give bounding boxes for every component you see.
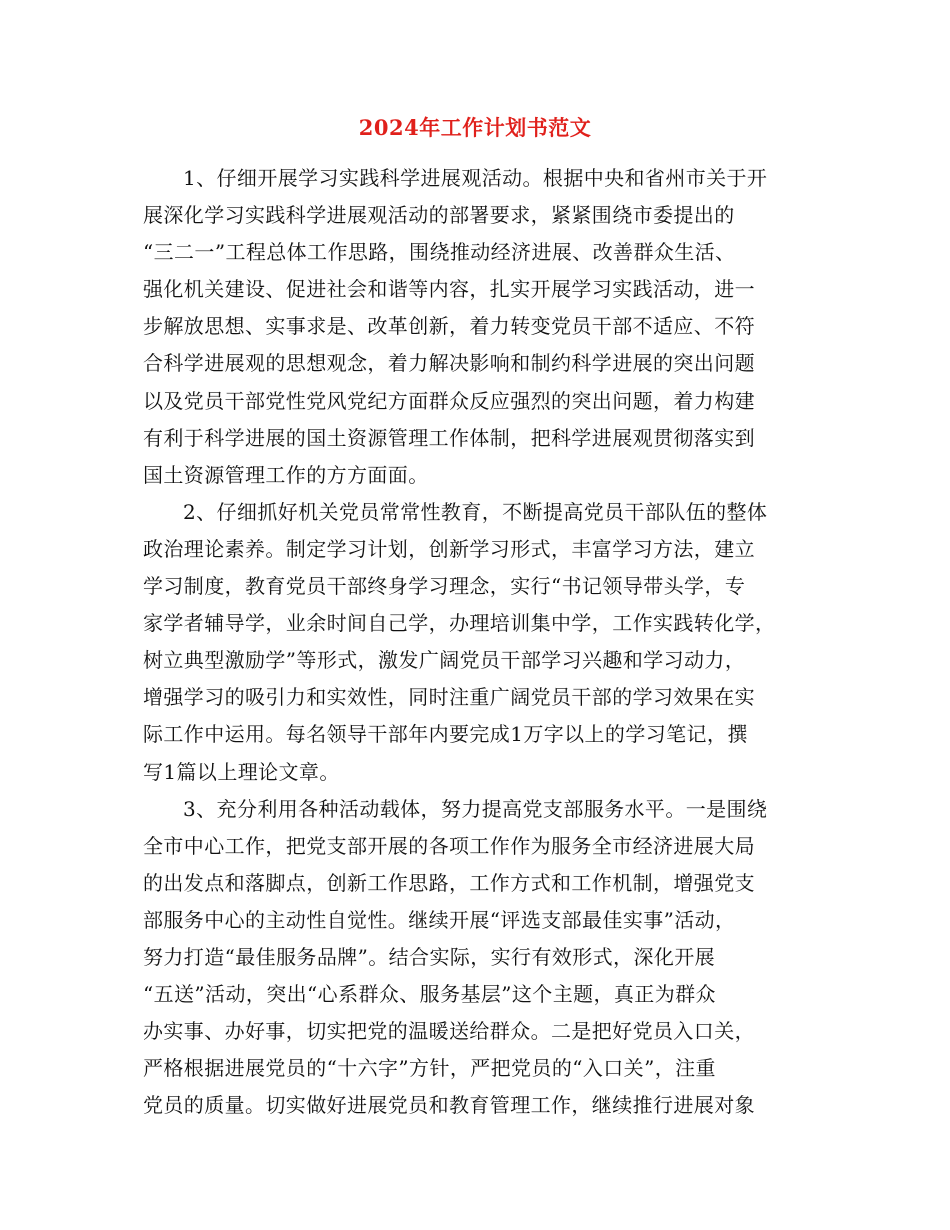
paragraph-line: 步解放思想、实事求是、改革创新，着力转变党员干部不适应、不符 [143, 314, 755, 339]
paragraph-3 [143, 791, 808, 1125]
paragraph-line: 2、仔细抓好机关党员常常性教育，不断提高党员干部队伍的整体 [183, 499, 768, 524]
paragraph-line: 合科学进展观的思想观念，着力解决影响和制约科学进展的突出问题 [143, 351, 755, 376]
paragraph-line: 写1篇以上理论文章。 [143, 759, 340, 784]
paragraph-line: 1、仔细开展学习实践科学进展观活动。根据中央和省州市关于开 [183, 166, 768, 190]
paragraph-line: 有利于科学进展的国土资源管理工作体制，把科学进展观贯彻落实到 [143, 425, 755, 450]
paragraph-1 [143, 160, 808, 494]
paragraph-line: 际工作中运用。每名领导干部年内要完成1万字以上的学习笔记，撰 [143, 722, 748, 747]
paragraph-line: 严格根据进展党员的“十六字”方针，严把党员的“入口关”，注重 [143, 1056, 716, 1081]
paragraph-line: 国土资源管理工作的方方面面。 [143, 462, 429, 487]
document-title: 2024年工作计划书范文 [358, 115, 592, 140]
paragraph-line: 家学者辅导学，业余时间自己学，办理培训集中学，工作实践转化学， [143, 611, 776, 636]
paragraph-line: 增强学习的吸引力和实效性，同时注重广阔党员干部的学习效果在实 [143, 685, 755, 710]
paragraph-line: 党员的质量。切实做好进展党员和教育管理工作，继续推行进展对象 [143, 1093, 755, 1118]
paragraph-line: “五送”活动，突出“心系群众、服务基层”这个主题，真正为群众 [143, 982, 716, 1007]
paragraph-line: 学习制度，教育党员干部终身学习理念，实行“书记领导带头学，专 [143, 574, 746, 599]
paragraph-line: 部服务中心的主动性自觉性。继续开展“评选支部最佳实事”活动， [143, 907, 736, 932]
paragraph-line: 办实事、办好事，切实把党的温暖送给群众。二是把好党员入口关， [143, 1019, 755, 1044]
paragraph-line: “三二一”工程总体工作思路，围绕推动经济进展、改善群众生活、 [143, 240, 736, 265]
paragraph-line: 努力打造“最佳服务品牌”。结合实际，实行有效形式，深化开展 [143, 944, 716, 969]
paragraph-2 [143, 494, 808, 791]
paragraph-line: 强化机关建设、促进社会和谐等内容，扎实开展学习实践活动，进一 [143, 277, 755, 302]
paragraph-line: 3、充分利用各种活动载体，努力提高党支部服务水平。一是围绕 [183, 796, 768, 821]
paragraph-line: 的出发点和落脚点，创新工作思路，工作方式和工作机制，增强党支 [143, 870, 755, 895]
paragraph-line: 展深化学习实践科学进展观活动的部署要求，紧紧围绕市委提出的 [143, 203, 735, 228]
paragraph-line: 树立典型激励学”等形式，激发广阔党员干部学习兴趣和学习动力， [143, 648, 746, 673]
paragraph-line: 以及党员干部党性党风党纪方面群众反应强烈的突出问题，着力构建 [143, 388, 755, 413]
paragraph-line: 全市中心工作，把党支部开展的各项工作作为服务全市经济进展大局 [143, 833, 755, 858]
paragraph-line: 政治理论素养。制定学习计划，创新学习形式，丰富学习方法，建立 [143, 536, 755, 561]
document-body [143, 160, 808, 1124]
